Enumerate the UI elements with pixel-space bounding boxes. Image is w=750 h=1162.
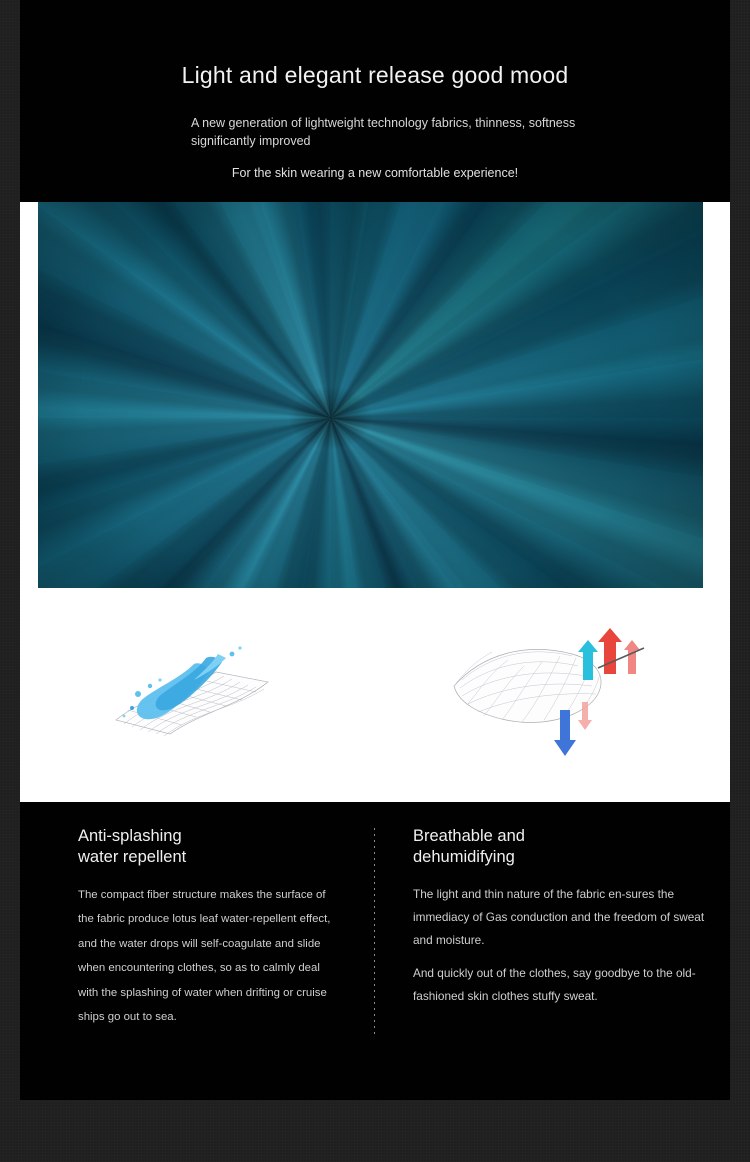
- water-repellent-icon: [98, 624, 298, 764]
- water-repellent-diagram: [20, 602, 375, 802]
- heat-out-arrow: [598, 628, 640, 674]
- media-band: [20, 202, 730, 802]
- feature-title: [78, 826, 341, 869]
- breathable-icon: [448, 624, 658, 774]
- page-title: Light and elegant release good mood: [181, 62, 569, 88]
- feature-title: [413, 826, 710, 869]
- subtitle-primary: A new generation of lightweight technology fabrics, thinness, softness significantly improved: [191, 115, 576, 148]
- subtitle-secondary: For the skin wearing a new comfortable experience!: [231, 165, 519, 180]
- product-detail-panel: [20, 0, 730, 1100]
- feature-body: The light and thin nature of the fabric en-sures the immediacy of Gas conduction and the freedom of sweat and moisture.: [413, 886, 705, 947]
- feature-title-line2: dehumidifying: [413, 848, 515, 867]
- feature-breathable: [375, 802, 730, 1064]
- feature-body: The compact fiber structure makes the surface of the fabric produce lotus leaf water-repellent effect, and the water drops will self-coagulate and slide when encountering clothes, so as to calmly deal with the splashing of water when drifting or cruise ships go out to sea.: [78, 888, 331, 1024]
- breathable-diagram: [375, 602, 730, 802]
- fabric-photo: [38, 202, 703, 588]
- diagram-row: [20, 602, 730, 802]
- feature-columns: [20, 802, 730, 1064]
- fabric-vignette-layer: [38, 202, 703, 588]
- feature-body-2: And quickly out of the clothes, say goodbye to the old-fashioned skin clothes stuffy sweat.: [413, 965, 696, 1003]
- header-section: [20, 0, 730, 180]
- feature-water-repellent: [20, 802, 375, 1064]
- feature-title-line2: water repellent: [78, 848, 187, 867]
- feature-title-line1: Anti-splashing: [78, 826, 182, 845]
- feature-title-line1: Breathable and: [413, 826, 525, 845]
- column-divider: [374, 828, 375, 1038]
